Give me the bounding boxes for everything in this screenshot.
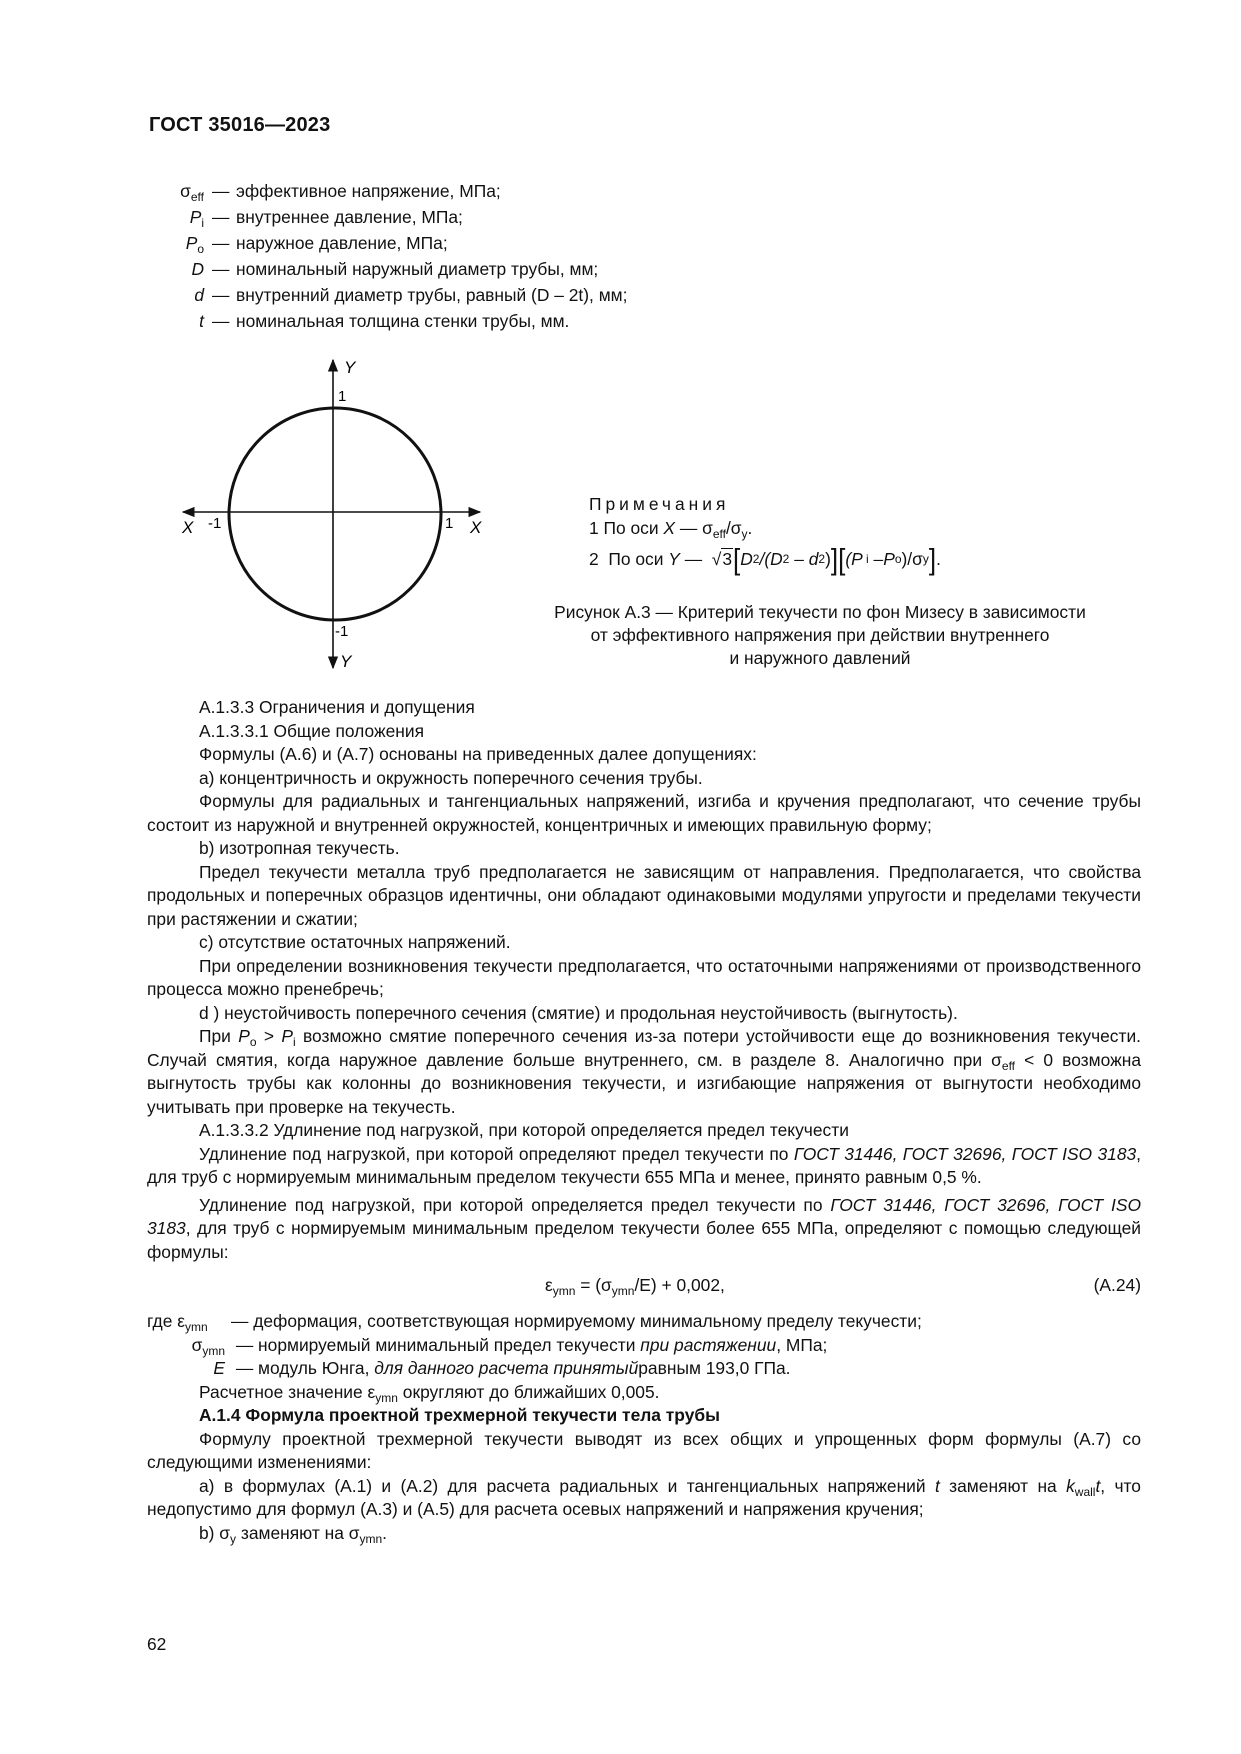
paragraph: Формулы (А.6) и (А.7) основаны на приведенных далее допущениях: — [199, 744, 757, 764]
tick-label-top: 1 — [338, 388, 347, 405]
x-axis-label-right: X — [470, 518, 482, 537]
definition-row: d — внутренний диаметр трубы, равный (D – 2t), мм; — [150, 282, 627, 308]
definition-text: внутренний диаметр трубы, равный (D – 2t), мм; — [236, 285, 628, 305]
list-item: а) в формулах (А.1) и (А.2) для расчета радиальных и тангенциальных напряжений t заменяют на $k_{wall}t$, что недопустимо для формул (А.3) и (А.5) для расчета осевых напряжений и напряжения кручения; — [147, 1475, 1141, 1519]
section-heading: А.1.3.3.2 Удлинение под нагрузкой, при которой определяется предел текучести — [199, 1120, 849, 1140]
section-heading: А.1.3.3.1 Общие положения — [199, 720, 425, 741]
definitions-list — [150, 178, 627, 334]
y-axis-label-bottom: Y — [340, 652, 352, 671]
von-mises-yield-circle-figure — [150, 355, 500, 675]
formula-number: (А.24) — [1093, 1275, 1141, 1295]
page-number: 62 — [147, 1634, 167, 1654]
paragraph: Формулы для радиальных и тангенциальных напряжений, изгиба и кручения предполагают, что сечение трубы состоит из наружной и внутренней окружностей, концентричных и имеющих правильную форму; — [147, 791, 1141, 835]
definition-symbol: D — [191, 259, 204, 279]
tick-label-right: 1 — [445, 515, 454, 532]
where-row: где $\varepsilon_{ymn}$ — деформация, соответствующая нормируемому минимальному пределу текучести; — [147, 1311, 922, 1334]
formula-a24: $\varepsilon_{ymn} = (\sigma_{ymn}/E) + 0,002$, (А.24) — [545, 1275, 1141, 1298]
definition-text: номинальный наружный диаметр трубы, мм; — [236, 259, 599, 279]
list-item: а) концентричность и окружность поперечного сечения трубы. — [199, 767, 703, 788]
y-axis-label-top: Y — [344, 358, 356, 377]
definition-row: D — номинальный наружный диаметр трубы, мм; — [150, 256, 627, 282]
definition-row: $P_i$ — внутреннее давление, МПа; — [150, 204, 627, 230]
standard-header: ГОСТ 35016—2023 — [149, 114, 331, 136]
definition-text: наружное давление, МПа; — [236, 233, 448, 253]
notes-title: Примечания — [589, 494, 730, 514]
section-heading: А.1.3.3 Ограничения и допущения — [199, 697, 475, 717]
paragraph: Предел текучести металла труб предполагается не зависящим от направления. Предполагается, что свойства продольных и поперечных образцов идентичны, они обладают одинаковыми модулями упругости и пределами текучести при растяжении и сжатии; — [147, 861, 1141, 929]
x-axis-label-left: X — [182, 518, 194, 537]
definition-symbol: t — [199, 311, 204, 331]
body-text — [147, 696, 1141, 1545]
figure-caption: Рисунок А.3 — Критерий текучести по фон Мизесу в зависимости от эффективного напряжения при действии внутреннего и наружного давлений — [554, 602, 1086, 668]
section-heading: А.1.4 Формула проектной трехмерной текучести тела трубы — [199, 1405, 720, 1425]
definition-symbol: d — [194, 285, 204, 305]
list-item: d ) неустойчивость поперечного сечения (смятие) и продольная неустойчивость (выгнутость). — [199, 1002, 958, 1023]
definition-text: номинальная толщина стенки трубы, мм. — [236, 311, 570, 331]
list-item: b) изотропная текучесть. — [199, 838, 400, 858]
where-row: E — модуль Юнга, для данного расчета принятый равным 193,0 ГПа. — [213, 1358, 791, 1378]
definition-text: внутреннее давление, МПа; — [236, 207, 463, 227]
note-1: 1 По оси X — $\sigma_{eff}/\sigma_y$. — [589, 518, 753, 541]
paragraph: Расчетное значение $\varepsilon_{ymn}$ округляют до ближайших 0,005. — [199, 1381, 660, 1405]
list-item: c) отсутствие остаточных напряжений. — [199, 932, 511, 952]
paragraph: Удлинение под нагрузкой, при которой определяется предел текучести по ГОСТ 31446, ГОСТ 32696, ГОСТ ISO 3183, для труб с нормируемым минимальным пределом текучести более 655 МПа, определяют с помощью следующей формулы: — [147, 1194, 1141, 1262]
definition-symbol: P — [189, 207, 202, 227]
paragraph: При определении возникновения текучести предполагается, что остаточными напряжениями от производственного процесса можно пренебречь; — [147, 955, 1141, 999]
paragraph: При $P_o > P_i$ возможно смятие поперечного сечения из-за потери устойчивости еще до возникновения текучести. Случай смятия, когда наружное давление больше внутреннего, см. в разделе 8. Аналогично при $\sigma_{eff} < 0$ возможна выгнутость трубы как колонны до возникновения текучести, и изгибающие напряжения от выгнутости необходимо учитывать при проверке на текучесть. — [147, 1026, 1142, 1117]
tick-label-bottom: -1 — [335, 623, 349, 640]
definition-text: эффективное напряжение, МПа; — [236, 181, 501, 201]
definition-row: t — номинальная толщина стенки трубы, мм. — [150, 308, 627, 334]
definition-row: $P_o$ — наружное давление, МПа; — [150, 230, 627, 256]
where-row: $\sigma_{ymn}$ — нормируемый минимальный предел текучести при растяжении , МПа; — [191, 1334, 828, 1358]
tick-label-left: -1 — [208, 515, 222, 532]
note-2: 2 По оси Y — √ 3 [ D 2 /(D 2 – d 2 ) ] [ (P i –P o )/σ y ] . — [589, 541, 941, 577]
yield-circle — [229, 408, 441, 620]
definition-row: $\sigma_{eff}$ — эффективное напряжение, МПа; — [150, 178, 627, 204]
definition-symbol: P — [185, 233, 198, 253]
definition-symbol: σ — [180, 181, 191, 201]
figure-notes — [589, 494, 941, 577]
paragraph: Удлинение под нагрузкой, при которой определяют предел текучести по ГОСТ 31446, ГОСТ 32696, ГОСТ ISO 3183, для труб с нормируемым минимальным пределом текучести 655 МПа и менее, принято равным 0,5 %. — [147, 1143, 1141, 1187]
list-item: b) $\sigma_y$ заменяют на $\sigma_{ymn}$. — [199, 1522, 387, 1546]
paragraph: Формулу проектной трехмерной текучести выводят из всех общих и упрощенных форм формулы (А.7) со следующими изменениями: — [147, 1428, 1141, 1472]
